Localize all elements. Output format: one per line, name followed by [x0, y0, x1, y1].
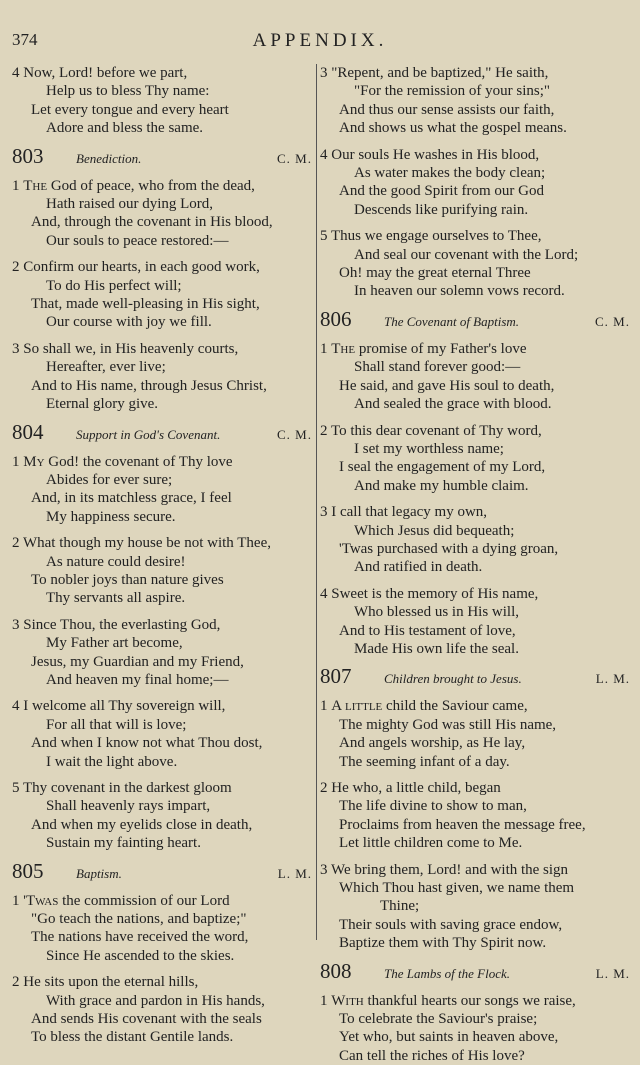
verse-line: Hath raised our dying Lord, — [46, 196, 214, 213]
verse-line: Which Thou hast given, we name them — [339, 880, 575, 897]
hymn-meter: C. M. — [277, 426, 312, 442]
verse-line: The seeming infant of a day. — [339, 753, 510, 770]
hymn-number: 807 — [320, 664, 352, 689]
verse-line: And the good Spirit from our God — [339, 183, 544, 200]
verse-line: To bless the distant Gentile lands. — [31, 1029, 234, 1046]
verse-line: Who blessed us in His will, — [354, 604, 519, 621]
verse-text: 2 — [320, 780, 328, 796]
verse-line: Eternal glory give. — [46, 396, 159, 413]
verse — [320, 227, 630, 301]
verse-line: As nature could desire! — [46, 553, 186, 570]
verse-line: Baptize them with Thy Spirit now. — [339, 935, 547, 952]
verse-line — [320, 340, 630, 358]
verse-line: In heaven our solemn vows record. — [354, 283, 565, 300]
verse-line: I set my worthless name; — [354, 440, 504, 457]
verse-line — [12, 779, 312, 797]
verse — [12, 892, 312, 966]
verse-text: 1 — [12, 453, 20, 470]
verse-text: 3 — [320, 504, 328, 521]
verse-line: With grace and pardon in His hands, — [46, 992, 265, 1009]
verse-line — [12, 340, 312, 358]
hymn-meter: L. M. — [595, 671, 630, 687]
verse — [320, 779, 630, 853]
verse-text: 'Twas — [23, 892, 59, 909]
verse-line: To do His perfect will; — [46, 277, 182, 294]
hymn-title: Support in God's Covenant. — [76, 426, 221, 442]
verse-line: Help us to bless Thy name: — [46, 83, 210, 100]
verse-text: promise of my Father's love — [355, 340, 527, 357]
verse-line: Yet who, but saints in heaven above, — [339, 1029, 559, 1046]
verse-line: 'Twas purchased with a dying groan, — [339, 540, 559, 557]
verse-line: And to His testament of love, — [339, 622, 516, 639]
verse-line: Let every tongue and every heart — [31, 101, 229, 118]
verse-text: child the Saviour came, — [382, 698, 528, 715]
verse-text: God! the covenant of Thy love — [44, 453, 233, 470]
verse-text: Sweet is the memory of His name, — [331, 585, 539, 602]
verse-line: Jesus, my Guardian and my Friend, — [31, 653, 244, 670]
verse — [12, 453, 312, 527]
hymn-heading — [320, 307, 630, 332]
verse-text: 4 — [320, 146, 328, 163]
verse-text: 4 — [12, 65, 20, 81]
verse-line — [320, 227, 630, 245]
verse-text: What though my house be not with Thee, — [22, 535, 271, 552]
hymn-title: The Lambs of the Flock. — [384, 965, 511, 981]
verse-line — [320, 64, 630, 82]
verse-line: My Father art become, — [46, 635, 183, 652]
hymn-heading — [320, 664, 630, 689]
verse-text: Thy covenant in the darkest gloom — [22, 780, 232, 796]
verse-line: Made His own life the seal. — [354, 640, 519, 657]
verse-text: 1 — [320, 992, 328, 1009]
verse-line: Can tell the riches of His love? — [339, 1047, 525, 1064]
hymn-meter: C. M. — [277, 150, 312, 166]
verse-line — [12, 616, 312, 634]
verse-line: To celebrate the Saviour's praise; — [339, 1011, 538, 1028]
verse-line: Let little children come to Me. — [339, 835, 523, 852]
verse — [320, 340, 630, 414]
verse-line: And shows us what the gospel means. — [339, 120, 567, 137]
verse — [12, 534, 312, 608]
verse-line: Thy servants all aspire. — [46, 590, 186, 607]
verse-line: "Go teach the nations, and baptize;" — [31, 911, 247, 928]
hymn-number: 803 — [12, 143, 44, 168]
verse — [320, 992, 630, 1065]
verse-line: My happiness secure. — [46, 508, 176, 525]
verse-text: thankful hearts our songs we raise, — [363, 992, 576, 1009]
verse-text: the commission of our Lord — [58, 892, 230, 909]
verse-text: He sits upon the eternal hills, — [23, 974, 199, 991]
verse-text: 2 — [12, 535, 20, 552]
verse — [12, 616, 312, 690]
verse-text: Now, Lord! before we part, — [23, 65, 188, 81]
verse — [12, 779, 312, 853]
hymn-meter: L. M. — [277, 865, 312, 881]
page-number: 374 — [12, 30, 38, 49]
verse-text: I call that legacy my own, — [331, 504, 488, 521]
verse-text: 1 — [320, 698, 328, 715]
verse-text: My — [23, 453, 45, 470]
verse-line — [320, 146, 630, 164]
verse-line: And ratified in death. — [354, 559, 483, 576]
hymn-heading — [12, 144, 312, 169]
hymn-number: 808 — [320, 958, 352, 983]
verse-line — [12, 534, 312, 552]
verse-line — [320, 422, 630, 440]
verse — [12, 973, 312, 1047]
verse-line — [12, 973, 312, 991]
verse — [320, 585, 630, 659]
verse-text: Confirm our hearts, in each good work, — [23, 259, 260, 276]
hymn-meter: L. M. — [595, 965, 630, 981]
verse-line: The life divine to show to man, — [339, 798, 527, 815]
verse-text: 4 — [12, 698, 20, 715]
verse-line: Our souls to peace restored:— — [46, 232, 229, 249]
verse-line: Thine; — [380, 898, 420, 915]
verse-text: 3 — [12, 616, 20, 633]
verse-text: I welcome all Thy sovereign will, — [23, 698, 226, 715]
hymn-title: Benediction. — [76, 150, 142, 166]
verse-line — [12, 453, 312, 471]
hymn-number: 806 — [320, 306, 352, 331]
verse-line: He said, and gave His soul to death, — [339, 377, 555, 394]
verse — [12, 258, 312, 332]
verse — [12, 697, 312, 771]
hymn-title: Baptism. — [76, 865, 122, 881]
verse-line: Descends like purifying rain. — [354, 201, 529, 218]
verse-line: Since He ascended to the skies. — [46, 947, 235, 964]
verse-line: As water makes the body clean; — [354, 165, 546, 182]
verse — [320, 422, 630, 496]
verse-line: Shall heavenly rays impart, — [46, 798, 211, 815]
verse-line: Adore and bless the same. — [46, 120, 204, 137]
verse-text: A little — [331, 698, 383, 715]
verse — [12, 64, 312, 138]
verse-text: He who, a little child, began — [331, 780, 501, 796]
verse-text: 1 — [12, 177, 20, 194]
verse-line: And when I know not what Thou dost, — [31, 735, 263, 752]
verse-line: Hereafter, ever live; — [46, 359, 166, 376]
verse-line: Proclaims from heaven the message free, — [339, 816, 586, 833]
verse-text: So shall we, in His heavenly courts, — [23, 340, 239, 357]
verse-text: 2 — [12, 974, 20, 991]
verse-text: 2 — [320, 422, 328, 439]
verse-line: Sustain my fainting heart. — [46, 835, 201, 852]
verse-line — [320, 992, 630, 1010]
verse-line — [320, 585, 630, 603]
verse-line — [12, 177, 312, 195]
hymn-heading — [12, 859, 312, 884]
verse — [320, 861, 630, 953]
verse-text: Since Thou, the everlasting God, — [23, 616, 221, 633]
hymn-heading — [320, 959, 630, 984]
verse-text: 3 — [12, 340, 20, 357]
hymn-number: 804 — [12, 419, 44, 444]
verse-text: Our souls He washes in His blood, — [331, 146, 540, 163]
verse — [12, 340, 312, 414]
verse — [320, 64, 630, 138]
verse-line: And make my humble claim. — [354, 477, 529, 494]
verse-text: Thus we engage ourselves to Thee, — [330, 228, 542, 245]
verse-line: And thus our sense assists our faith, — [339, 101, 555, 118]
verse-line: Which Jesus did bequeath; — [354, 522, 515, 539]
verse-line: And sends His covenant with the seals — [31, 1011, 262, 1028]
verse-line: And sealed the grace with blood. — [354, 396, 552, 413]
verse-line: Shall stand forever good:— — [354, 359, 521, 376]
verse-line: I seal the engagement of my Lord, — [339, 459, 546, 476]
page-header-title: APPENDIX. — [252, 30, 388, 51]
verse-line — [12, 258, 312, 276]
verse-line: Their souls with saving grace endow, — [339, 916, 563, 933]
verse-line — [12, 697, 312, 715]
verse-text: 3 — [320, 65, 328, 81]
verse-text: The — [23, 177, 48, 194]
verse — [320, 146, 630, 220]
verse-text: 5 — [320, 228, 328, 245]
verse — [320, 503, 630, 577]
verse-line: And, through the covenant in His blood, — [31, 214, 273, 231]
verse-line: The mighty God was still His name, — [339, 716, 557, 733]
verse-line: Our course with joy we fill. — [46, 314, 212, 331]
hymn-title: Children brought to Jesus. — [384, 671, 522, 687]
verse-line — [12, 892, 312, 910]
right-column — [320, 64, 630, 1065]
verse-text: 4 — [320, 585, 328, 602]
hymn-heading — [12, 420, 312, 445]
verse-text: With — [331, 992, 364, 1009]
verse-line: Oh! may the great eternal Three — [339, 265, 531, 282]
verse-line: The nations have received the word, — [31, 929, 249, 946]
hymn-title: The Covenant of Baptism. — [384, 313, 520, 329]
verse-line — [320, 779, 630, 797]
verse-line: I wait the light above. — [46, 753, 178, 770]
verse-text: God of peace, who from the dead, — [47, 177, 255, 194]
verse-line: That, made well-pleasing in His sight, — [31, 296, 260, 313]
verse-text: 1 — [12, 892, 20, 909]
verse-text: To this dear covenant of Thy word, — [330, 422, 542, 439]
verse-line: Abides for ever sure; — [46, 471, 173, 488]
hymn-meter: C. M. — [595, 313, 630, 329]
verse-line: For all that will is love; — [46, 716, 187, 733]
verse-line: And, in its matchless grace, I feel — [31, 490, 232, 507]
verse-line: And when my eyelids close in death, — [31, 816, 253, 833]
verse-line: And to His name, through Jesus Christ, — [31, 377, 267, 394]
verse-line — [320, 503, 630, 521]
verse-text: The — [331, 340, 356, 357]
verse-line — [12, 64, 312, 82]
verse-text: 3 — [320, 861, 328, 878]
verse-line: And seal our covenant with the Lord; — [354, 246, 579, 263]
column-divider — [316, 64, 317, 940]
verse-line: And heaven my final home;— — [46, 671, 229, 688]
verse-line: And angels worship, as He lay, — [339, 735, 526, 752]
verse-line — [320, 861, 630, 879]
verse-text: 5 — [12, 780, 20, 796]
verse-text: "Repent, and be baptized," He saith, — [331, 65, 549, 81]
verse-line: To nobler joys than nature gives — [31, 571, 224, 588]
left-column — [12, 64, 312, 1047]
verse-line — [320, 697, 630, 715]
verse — [12, 177, 312, 251]
verse — [320, 697, 630, 771]
verse-line: "For the remission of your sins;" — [354, 83, 550, 100]
verse-text: 1 — [320, 340, 328, 357]
verse-text: 2 — [12, 259, 20, 276]
verse-text: We bring them, Lord! and with the sign — [330, 861, 569, 878]
hymn-number: 805 — [12, 858, 44, 883]
